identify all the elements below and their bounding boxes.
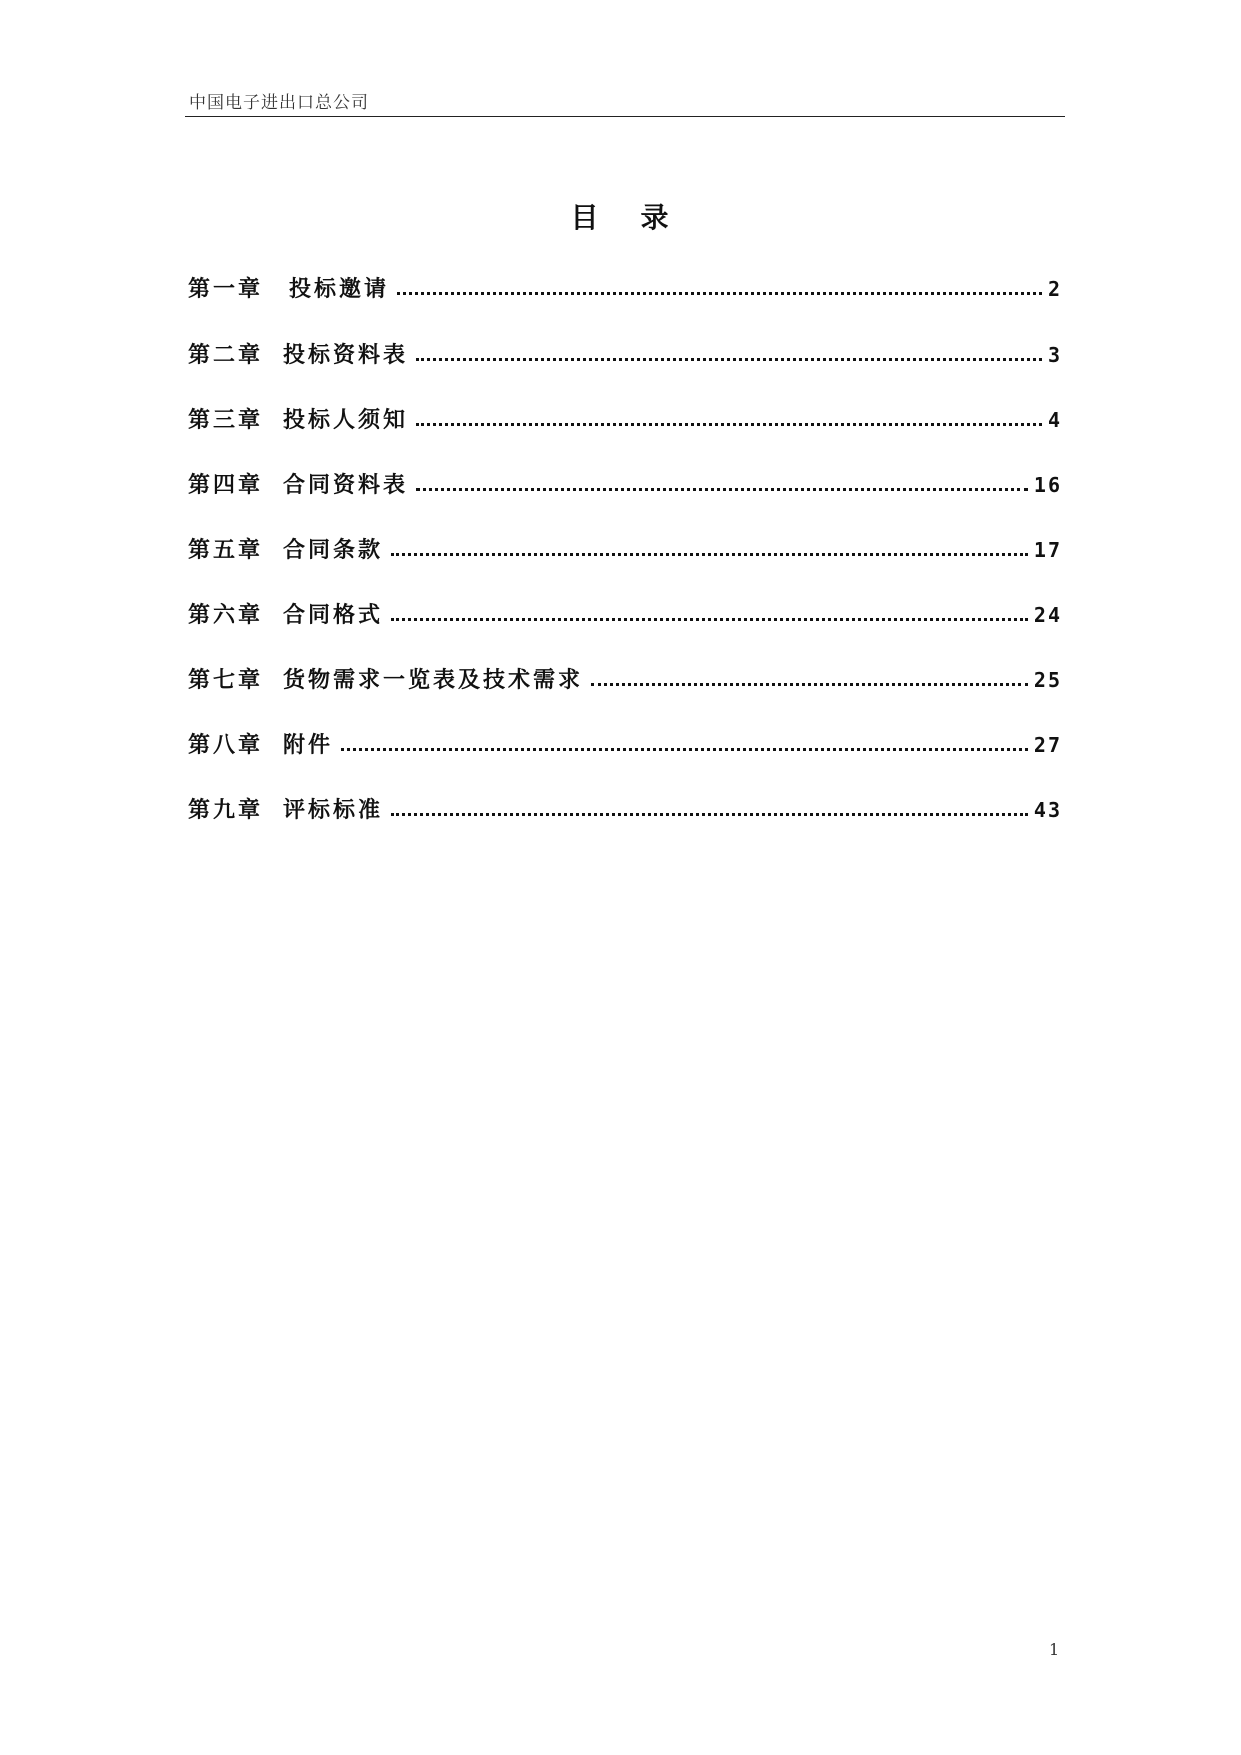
toc-chapter: 第六章 [188,602,264,628]
company-name: 中国电子进出口总公司 [189,93,369,113]
page-number: 1 [1049,1640,1060,1659]
toc-page-number: 17 [1033,538,1062,562]
toc-entry[interactable] [188,728,1062,762]
toc-chapter: 第八章 [188,732,264,758]
toc-page-number: 27 [1033,733,1062,757]
toc-dot-leader [416,488,1028,491]
toc-chapter: 第一章 [188,276,264,302]
toc-entry[interactable] [188,403,1062,437]
toc-entry[interactable] [188,533,1062,567]
toc-page-number: 4 [1047,408,1062,432]
toc-chapter: 第四章 [188,472,264,498]
toc-page-number: 43 [1033,798,1062,822]
toc-dot-leader [341,748,1028,751]
toc-page-number: 24 [1033,603,1062,627]
toc-chapter: 第三章 [188,407,264,433]
toc-chapter-title: 货物需求一览表及技术需求 [283,667,584,693]
toc-entry[interactable] [188,663,1062,697]
toc-entry[interactable] [188,338,1062,372]
toc-chapter-title: 合同资料表 [283,472,409,498]
toc-chapter-title: 合同格式 [283,602,384,628]
toc-dot-leader [397,292,1042,295]
toc-chapter: 第七章 [188,667,264,693]
toc-chapter: 第五章 [188,537,264,563]
toc-page-number: 2 [1047,277,1062,301]
toc-page-number: 3 [1047,343,1062,367]
toc-chapter: 第二章 [188,342,264,368]
toc-title-right: 录 [640,201,671,234]
toc-dot-leader [391,553,1028,556]
toc-chapter-title: 投标资料表 [283,342,409,368]
toc-title [0,196,1241,236]
toc-page-number: 16 [1033,473,1062,497]
toc-dot-leader [416,358,1042,361]
toc-dot-leader [391,618,1028,621]
toc-page-number: 25 [1033,668,1062,692]
toc-entry[interactable] [188,793,1062,827]
toc-chapter-title: 投标人须知 [283,407,409,433]
toc-chapter-title: 评标标准 [283,797,384,823]
toc-entry[interactable] [188,468,1062,502]
toc-dot-leader [591,683,1028,686]
toc-chapter-title: 合同条款 [283,537,384,563]
toc-dot-leader [416,423,1042,426]
toc-chapter-title: 附件 [283,732,334,758]
toc-title-left: 目 [570,201,601,234]
toc-entry[interactable] [188,272,1062,306]
toc-chapter-title: 投标邀请 [289,276,390,302]
toc-dot-leader [391,813,1028,816]
page-header [185,86,1065,117]
toc-entry[interactable] [188,598,1062,632]
toc-chapter: 第九章 [188,797,264,823]
